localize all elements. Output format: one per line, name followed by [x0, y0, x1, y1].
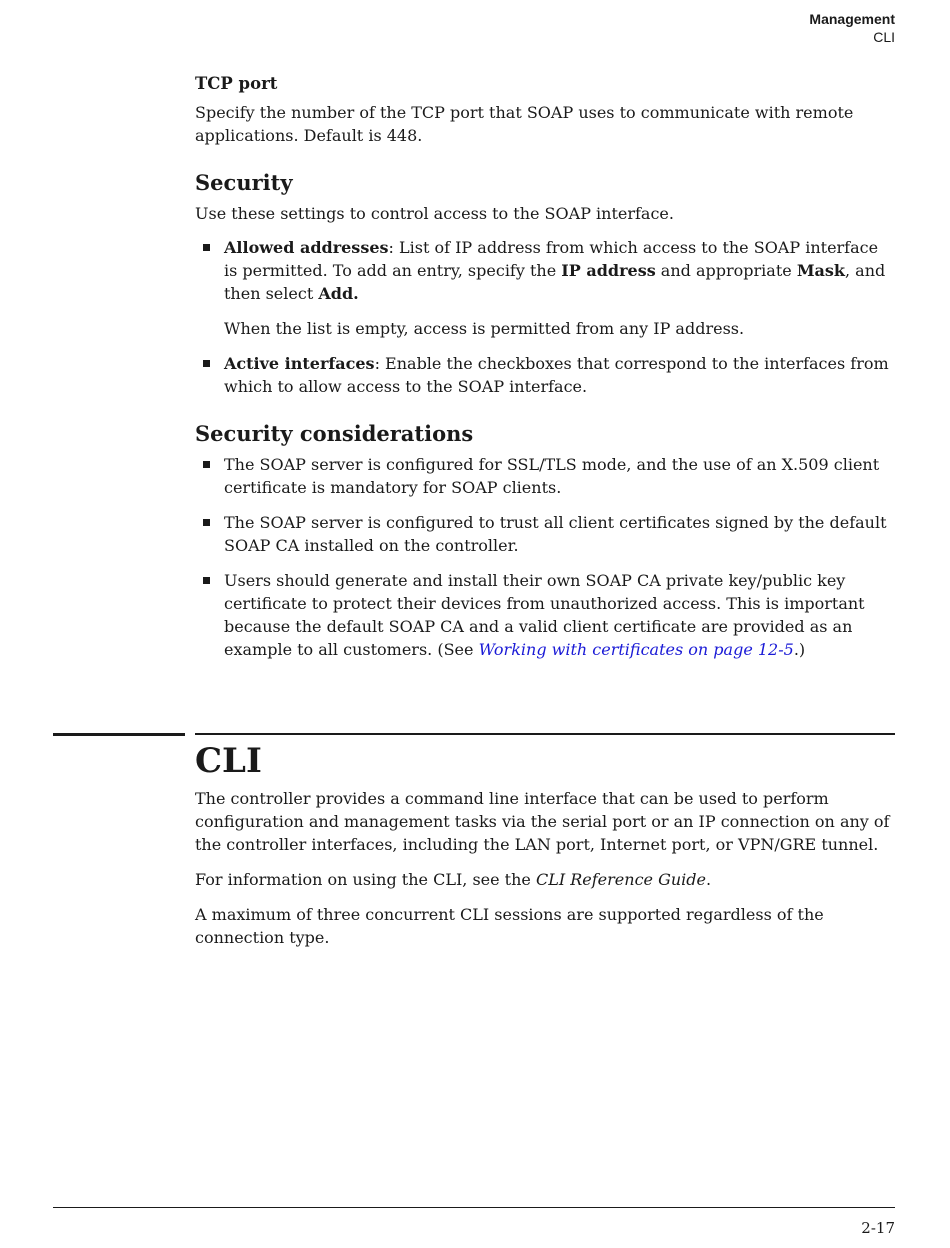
text-span: For information on using the CLI, see the [195, 870, 536, 889]
considerations-list [195, 453, 895, 661]
certificates-cross-reference-link[interactable]: Working with certificates on page 12-5 [478, 640, 794, 659]
consideration-text: The SOAP server is configured to trust all client certificates signed by the default SOAP CA installed on the controller. [224, 513, 887, 555]
list-item [195, 569, 895, 661]
tcp-port-description: Specify the number of the TCP port that SOAP uses to communicate with remote applications. Default is 448. [195, 103, 854, 145]
text-span: . [706, 870, 712, 889]
bullet-square-icon [203, 461, 210, 468]
cli-paragraph-3: A maximum of three concurrent CLI sessions are supported regardless of the connection type. [195, 905, 824, 947]
soap-settings-section [195, 73, 895, 673]
ip-address-term: IP address [561, 261, 656, 280]
security-considerations-heading: Security considerations [195, 421, 474, 446]
bullet-square-icon [203, 519, 210, 526]
header-section-title: CLI [873, 29, 895, 45]
list-item [195, 453, 895, 499]
running-header [809, 10, 895, 46]
tcp-port-heading: TCP port [195, 74, 278, 93]
list-item-active-interfaces [195, 352, 895, 398]
cli-heading: CLI [195, 741, 262, 781]
page-number: 2-17 [861, 1219, 895, 1237]
allowed-addresses-note: When the list is empty, access is permitted from any IP address. [224, 319, 745, 338]
add-term: Add. [318, 284, 359, 303]
bullet-square-icon [203, 577, 210, 584]
list-item-allowed-addresses [195, 236, 895, 340]
text-span: : List of IP address from which access to the SOAP interface is permitted. To add an entry, specify the [224, 238, 879, 280]
consideration-text [224, 569, 895, 661]
footer-rule [53, 1207, 895, 1208]
bullet-square-icon [203, 360, 210, 367]
chapter-rule-right [195, 733, 895, 735]
text-span: Users should generate and install their own SOAP CA private key/public key certificate to protect their devices from unauthorized access. This is important because the default SOAP CA and a valid client certificate are provided as an example to all customers. (See [224, 571, 865, 659]
bullet-square-icon [203, 244, 210, 251]
security-intro: Use these settings to control access to the SOAP interface. [195, 204, 674, 223]
mask-term: Mask [796, 261, 845, 280]
cli-paragraph-2 [195, 868, 895, 891]
chapter-rule-left [53, 733, 185, 736]
consideration-text: The SOAP server is configured for SSL/TLS mode, and the use of an X.509 client certificate is mandatory for SOAP clients. [224, 455, 880, 497]
cli-reference-guide-title: CLI Reference Guide [535, 870, 706, 889]
cli-paragraph-1: The controller provides a command line interface that can be used to perform configuration and management tasks via the serial port or an IP connection on any of the controller interfaces, including the LAN port, Internet port, or VPN/GRE tunnel. [195, 789, 890, 854]
security-list [195, 236, 895, 398]
list-item [195, 511, 895, 557]
header-chapter-title: Management [809, 11, 895, 27]
text-span: , and then select [224, 261, 886, 303]
allowed-addresses-text [224, 236, 895, 305]
security-heading: Security [195, 170, 293, 195]
text-span: .) [793, 640, 806, 659]
text-span: and appropriate [655, 261, 797, 280]
cli-section [195, 740, 895, 961]
active-interfaces-text [224, 352, 895, 398]
active-interfaces-term: Active interfaces [224, 354, 375, 373]
text-span: : Enable the checkboxes that correspond to the interfaces from which to allow access to the SOAP interface. [224, 354, 889, 396]
allowed-addresses-term: Allowed addresses [224, 238, 389, 257]
